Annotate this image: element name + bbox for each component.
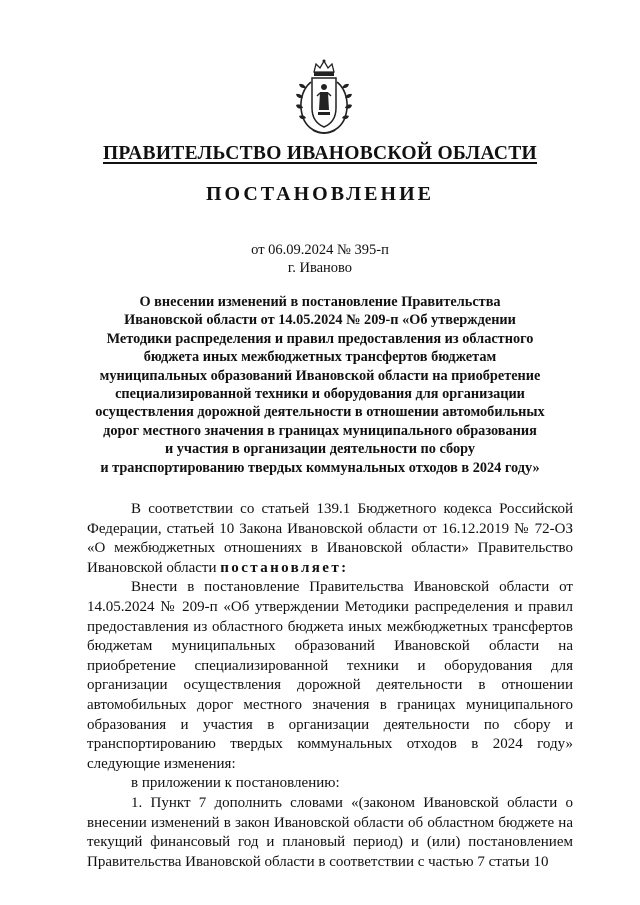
preamble-paragraph	[87, 500, 573, 578]
heading-line: и транспортированию твердых коммунальных отходов в 2024 году»	[100, 459, 540, 476]
heading-line: Ивановской области от 14.05.2024 № 209-п «Об утверждении	[124, 312, 516, 329]
heading-line: бюджета иных межбюджетных трансфертов бюджетам	[143, 349, 497, 366]
heading-line: дорог местного значения в границах муниципального образования	[103, 422, 537, 439]
city: г. Иваново	[287, 260, 353, 276]
government-title: ПРАВИТЕЛЬСТВО ИВАНОВСКОЙ ОБЛАСТИ	[102, 143, 538, 164]
heading-line: О внесении изменений в постановление Правительства	[139, 294, 501, 310]
heading-line: осуществления дорожной деятельности в отношении автомобильных	[95, 404, 545, 421]
heading-line: специализированной техники и оборудования для организации	[115, 386, 525, 403]
decree-word: постановляет:	[220, 559, 349, 576]
appendix-paragraph: в приложении к постановлению:	[131, 775, 340, 792]
date-number: от 06.09.2024 № 395-п	[251, 242, 389, 258]
document-type: ПОСТАНОВЛЕНИЕ	[206, 183, 434, 205]
item-paragraph: 1. Пункт 7 дополнить словами «(законом Ивановской области о внесении изменений в закон Ивановской области об областном бюджете на текущий финансовый год и плановый период) и (или) постановлением Правительства Ивановской области в соответствии с частью 7 статьи 10	[87, 794, 573, 870]
heading-line: Методики распределения и правил предоставления из областного	[106, 330, 534, 347]
coat-of-arms-icon	[295, 58, 353, 138]
preamble-text: В соответствии со статьей 139.1 Бюджетного кодекса Российской Федерации, статьей 10 Закона Ивановской области от 16.12.2019 № 72-ОЗ «О межбюджетных отношениях в Ивановской области» Правительство Ивановской области	[87, 501, 573, 576]
document-heading	[70, 293, 570, 477]
amendment-paragraph: Внести в постановление Правительства Ивановской области от 14.05.2024 № 209-п «Об утверждении Методики распределения и правил предоставления из областного бюджета иных межбюджетных трансфертов бюджетам муниципальных образований Ивановской области на приобретение специализированной техники и оборудования для организации осуществления дорожной деятельности в отношении автомобильных дорог местного значения в границах муниципального образования и участия в организации деятельности по сбору и транспортированию твердых коммунальных отходов в 2024 году» следующие изменения:	[87, 579, 573, 772]
heading-line: и участия в организации деятельности по сбору	[164, 441, 476, 458]
heading-line: муниципальных образований Ивановской области на приобретение	[99, 367, 541, 384]
document-body	[87, 500, 573, 872]
